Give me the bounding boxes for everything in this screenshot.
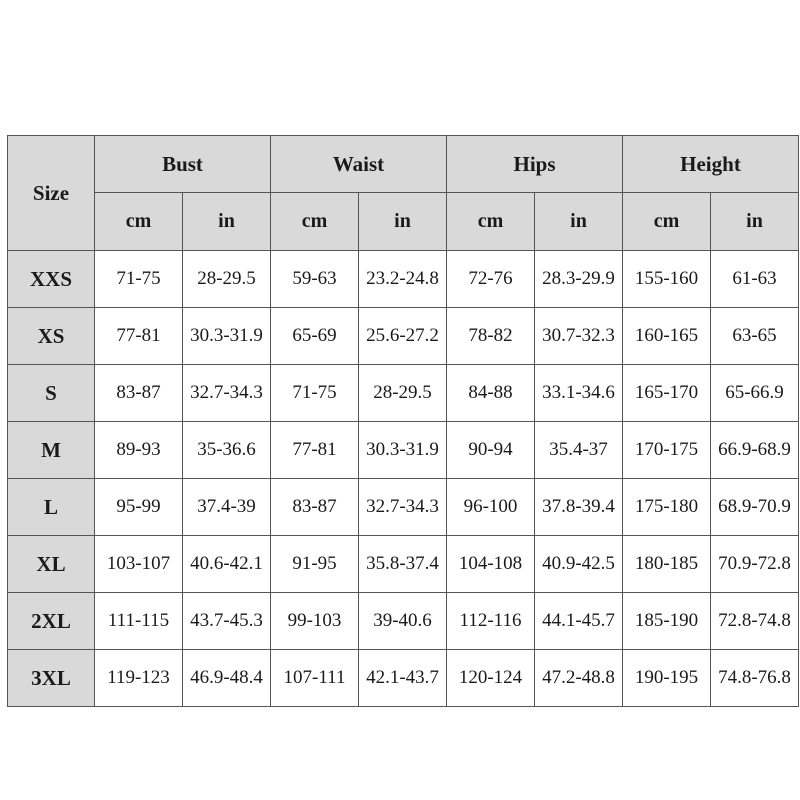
- measurement-cell: 59-63: [271, 251, 359, 308]
- measurement-cell: 42.1-43.7: [359, 650, 447, 707]
- measurement-cell: 35.4-37: [535, 422, 623, 479]
- measurement-cell: 90-94: [447, 422, 535, 479]
- measurement-cell: 89-93: [95, 422, 183, 479]
- measurement-cell: 37.4-39: [183, 479, 271, 536]
- size-label-cell: M: [8, 422, 95, 479]
- measurement-cell: 66.9-68.9: [711, 422, 799, 479]
- height-header: Height: [623, 136, 799, 193]
- measurement-cell: 25.6-27.2: [359, 308, 447, 365]
- measurement-cell: 39-40.6: [359, 593, 447, 650]
- measurement-cell: 95-99: [95, 479, 183, 536]
- table-row: [8, 593, 799, 650]
- measurement-cell: 103-107: [95, 536, 183, 593]
- size-rows: [8, 251, 799, 707]
- measurement-cell: 61-63: [711, 251, 799, 308]
- measurement-cell: 30.3-31.9: [359, 422, 447, 479]
- measurement-cell: 160-165: [623, 308, 711, 365]
- table-row: [8, 422, 799, 479]
- measurement-cell: 72.8-74.8: [711, 593, 799, 650]
- measurement-cell: 43.7-45.3: [183, 593, 271, 650]
- size-label-cell: S: [8, 365, 95, 422]
- measurement-cell: 170-175: [623, 422, 711, 479]
- measurement-cell: 83-87: [95, 365, 183, 422]
- bust-header: Bust: [95, 136, 271, 193]
- measurement-cell: 44.1-45.7: [535, 593, 623, 650]
- measurement-cell: 119-123: [95, 650, 183, 707]
- waist-header: Waist: [271, 136, 447, 193]
- size-label-cell: XXS: [8, 251, 95, 308]
- measurement-cell: 165-170: [623, 365, 711, 422]
- measurement-cell: 83-87: [271, 479, 359, 536]
- measurement-cell: 68.9-70.9: [711, 479, 799, 536]
- waist-cm-header: cm: [271, 193, 359, 251]
- size-label-cell: L: [8, 479, 95, 536]
- measurement-cell: 190-195: [623, 650, 711, 707]
- table-row: [8, 308, 799, 365]
- hips-in-header: in: [535, 193, 623, 251]
- measurement-cell: 37.8-39.4: [535, 479, 623, 536]
- measurement-cell: 70.9-72.8: [711, 536, 799, 593]
- size-label-cell: XS: [8, 308, 95, 365]
- size-column-header: Size: [8, 136, 95, 251]
- measurement-cell: 104-108: [447, 536, 535, 593]
- bust-cm-header: cm: [95, 193, 183, 251]
- measurement-cell: 107-111: [271, 650, 359, 707]
- height-in-header: in: [711, 193, 799, 251]
- height-cm-header: cm: [623, 193, 711, 251]
- measurement-cell: 175-180: [623, 479, 711, 536]
- measurement-cell: 155-160: [623, 251, 711, 308]
- measurement-cell: 63-65: [711, 308, 799, 365]
- table-row: [8, 365, 799, 422]
- measurement-cell: 35.8-37.4: [359, 536, 447, 593]
- measurement-cell: 84-88: [447, 365, 535, 422]
- measurement-cell: 99-103: [271, 593, 359, 650]
- measurement-cell: 91-95: [271, 536, 359, 593]
- measurement-cell: 72-76: [447, 251, 535, 308]
- measurement-cell: 40.9-42.5: [535, 536, 623, 593]
- measurement-cell: 78-82: [447, 308, 535, 365]
- hips-cm-header: cm: [447, 193, 535, 251]
- size-chart-table: [7, 135, 799, 707]
- waist-in-header: in: [359, 193, 447, 251]
- measurement-cell: 40.6-42.1: [183, 536, 271, 593]
- measurement-cell: 74.8-76.8: [711, 650, 799, 707]
- measurement-cell: 32.7-34.3: [183, 365, 271, 422]
- measurement-cell: 35-36.6: [183, 422, 271, 479]
- table-row: [8, 536, 799, 593]
- measurement-cell: 23.2-24.8: [359, 251, 447, 308]
- measurement-cell: 47.2-48.8: [535, 650, 623, 707]
- hips-header: Hips: [447, 136, 623, 193]
- measurement-cell: 96-100: [447, 479, 535, 536]
- measurement-cell: 111-115: [95, 593, 183, 650]
- measurement-cell: 30.3-31.9: [183, 308, 271, 365]
- measurement-cell: 77-81: [95, 308, 183, 365]
- measurement-cell: 28-29.5: [359, 365, 447, 422]
- measurement-cell: 65-69: [271, 308, 359, 365]
- size-label-cell: XL: [8, 536, 95, 593]
- measurement-cell: 33.1-34.6: [535, 365, 623, 422]
- measurement-cell: 120-124: [447, 650, 535, 707]
- size-label-cell: 3XL: [8, 650, 95, 707]
- measurement-cell: 32.7-34.3: [359, 479, 447, 536]
- measurement-cell: 71-75: [95, 251, 183, 308]
- table-row: [8, 650, 799, 707]
- size-label-cell: 2XL: [8, 593, 95, 650]
- measurement-cell: 65-66.9: [711, 365, 799, 422]
- table-row: [8, 479, 799, 536]
- measurement-cell: 46.9-48.4: [183, 650, 271, 707]
- measurement-cell: 77-81: [271, 422, 359, 479]
- bust-in-header: in: [183, 193, 271, 251]
- measurement-cell: 180-185: [623, 536, 711, 593]
- measurement-cell: 71-75: [271, 365, 359, 422]
- measurement-cell: 28.3-29.9: [535, 251, 623, 308]
- measurement-cell: 30.7-32.3: [535, 308, 623, 365]
- table-row: [8, 251, 799, 308]
- measurement-cell: 28-29.5: [183, 251, 271, 308]
- measurement-cell: 185-190: [623, 593, 711, 650]
- measurement-cell: 112-116: [447, 593, 535, 650]
